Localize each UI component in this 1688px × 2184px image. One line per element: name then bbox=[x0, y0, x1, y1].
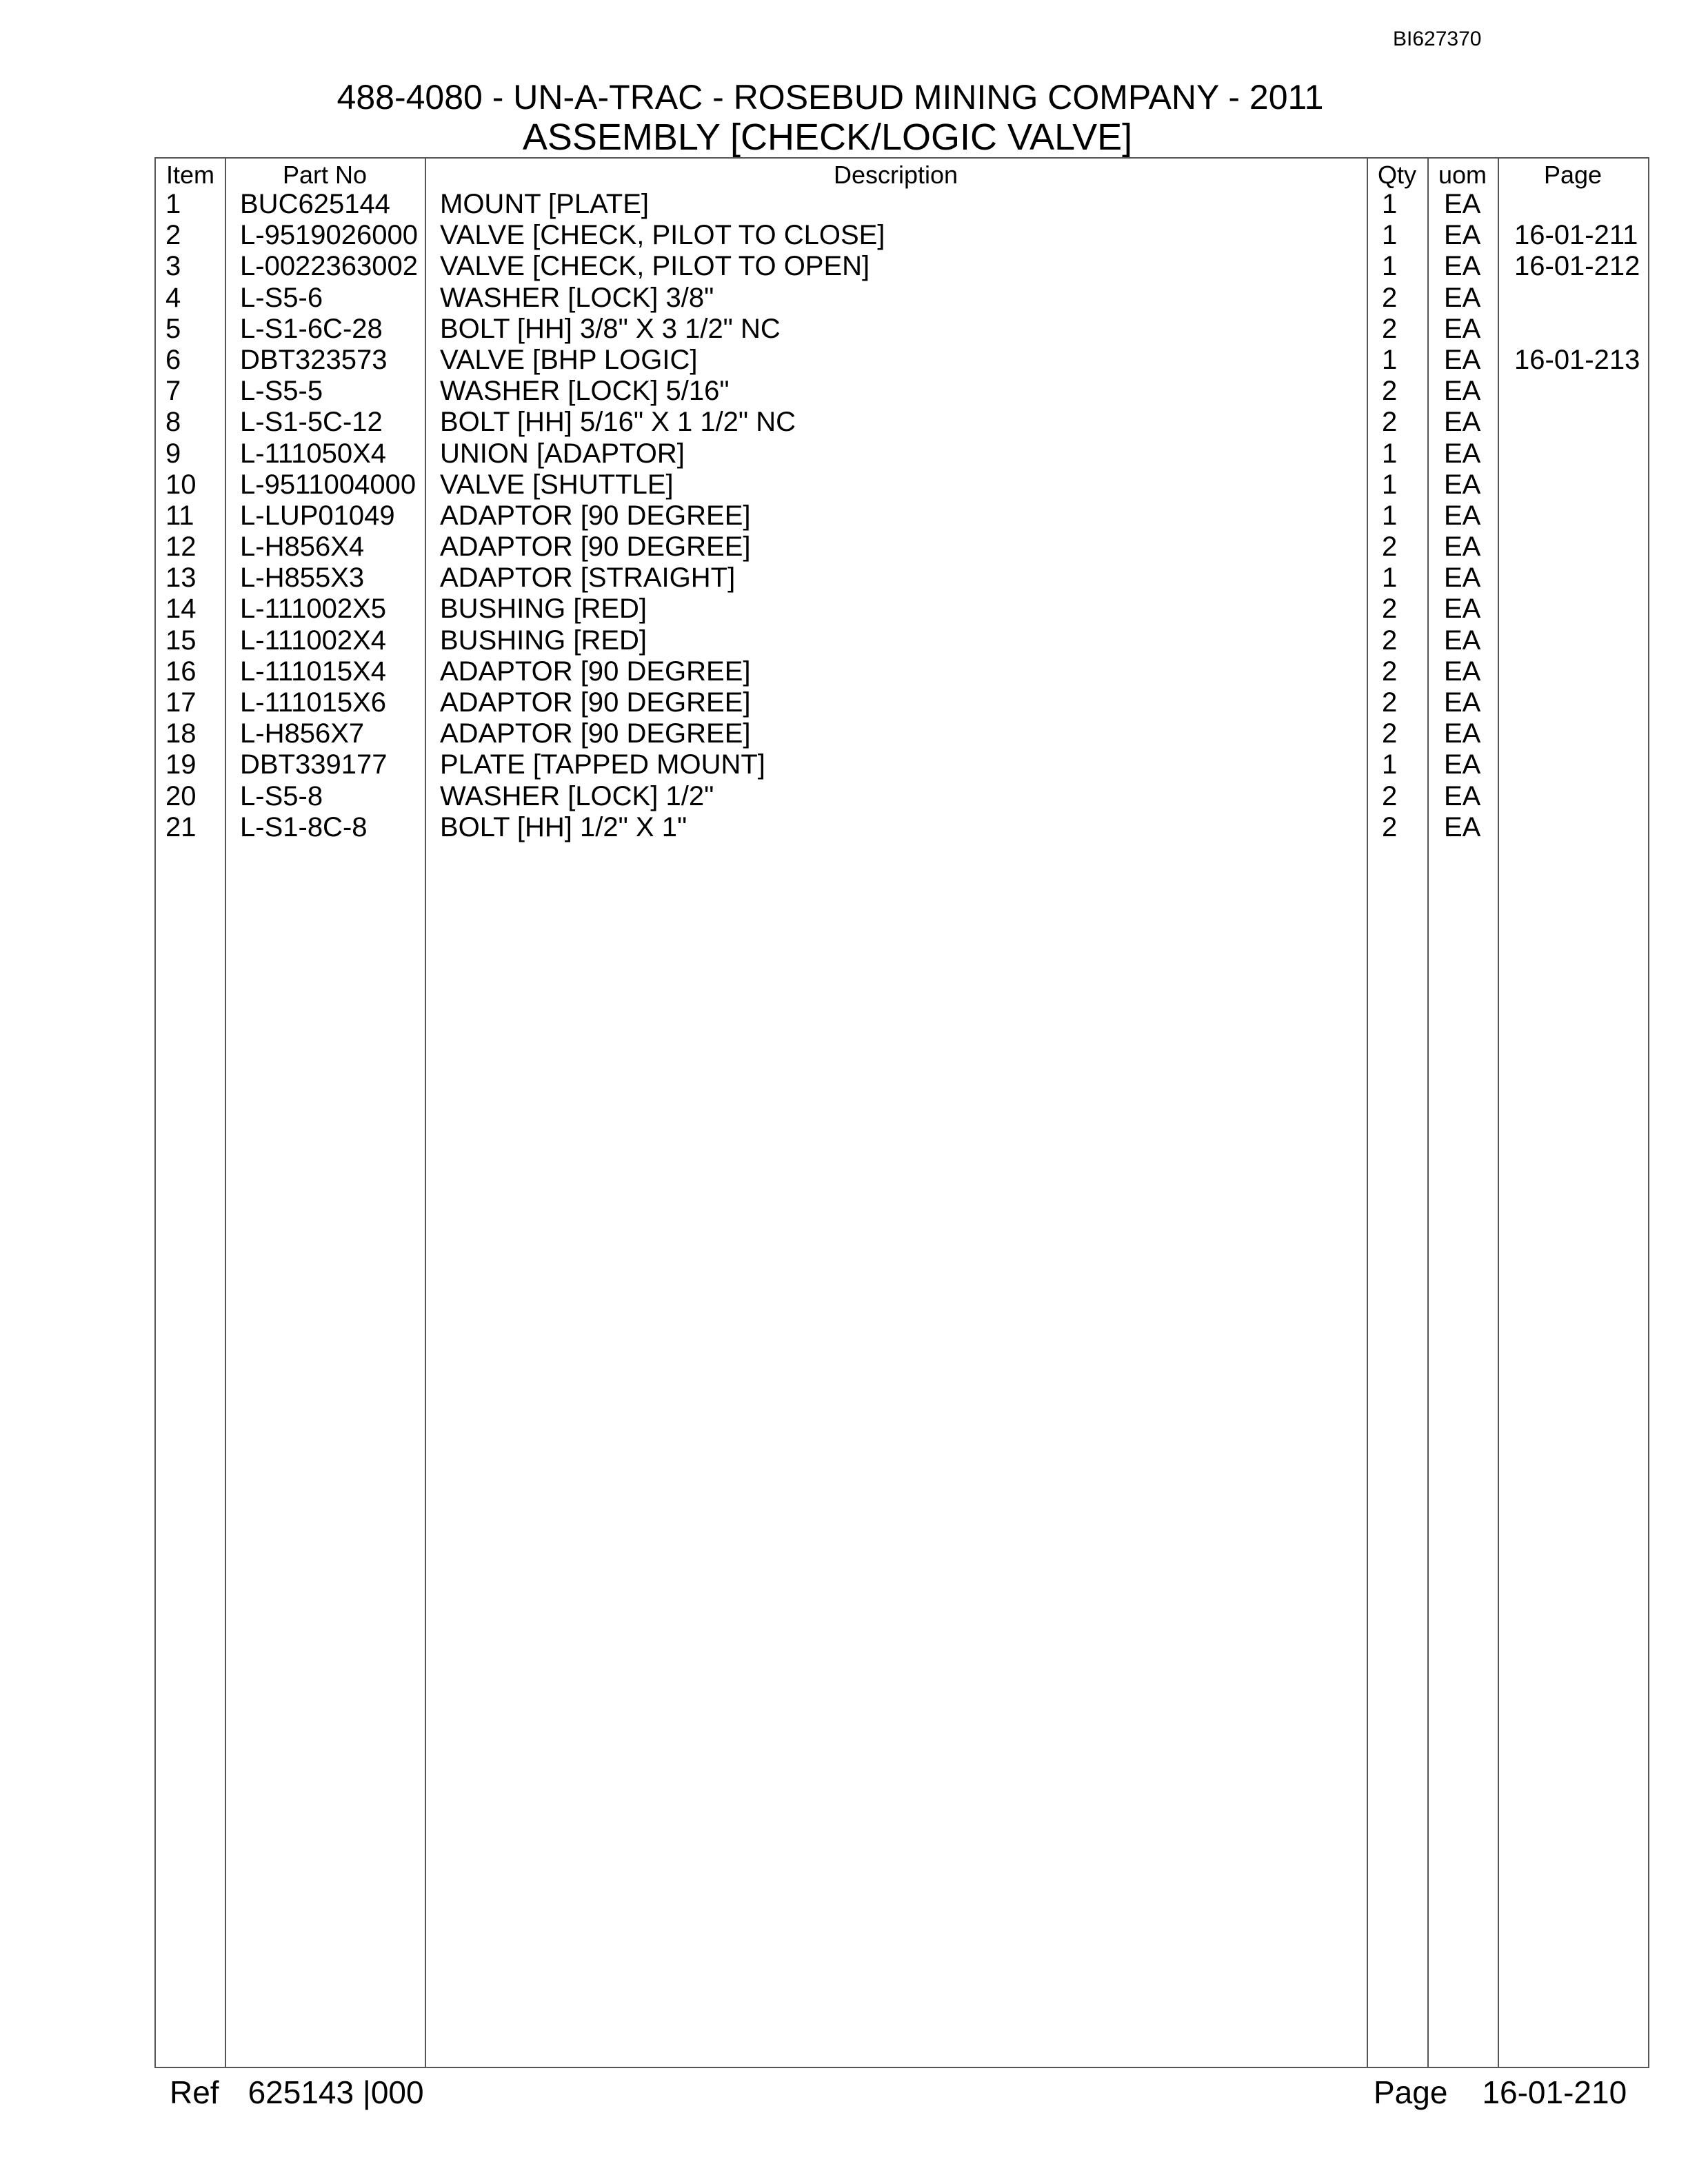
table-row bbox=[156, 189, 1648, 220]
cell-part-no: L-111050X4 bbox=[240, 438, 387, 469]
footer-page-number bbox=[1374, 2074, 1627, 2111]
table-row bbox=[156, 438, 1648, 469]
cell-qty: 2 bbox=[1382, 811, 1398, 842]
cell-description: WASHER [LOCK] 3/8" bbox=[440, 282, 714, 313]
cell-part-no: L-111015X6 bbox=[240, 687, 387, 718]
cell-uom: EA bbox=[1444, 811, 1481, 842]
cell-qty: 1 bbox=[1382, 189, 1398, 219]
cell-item: 4 bbox=[165, 282, 181, 313]
table-row bbox=[156, 345, 1648, 376]
cell-part-no: L-0022363002 bbox=[240, 251, 419, 282]
cell-part-no: L-S1-8C-8 bbox=[240, 811, 368, 842]
cell-page-ref: 16-01-212 bbox=[1514, 251, 1640, 282]
assembly-title: ASSEMBLY [CHECK/LOGIC VALVE] bbox=[522, 117, 1133, 158]
cell-item: 17 bbox=[165, 687, 197, 718]
cell-item: 12 bbox=[165, 532, 197, 563]
cell-item: 20 bbox=[165, 780, 197, 811]
cell-description: BUSHING [RED] bbox=[440, 625, 647, 656]
parts-table bbox=[154, 157, 1649, 2068]
cell-uom: EA bbox=[1444, 594, 1481, 625]
table-row bbox=[156, 501, 1648, 532]
cell-uom: EA bbox=[1444, 656, 1481, 687]
cell-part-no: DBT339177 bbox=[240, 749, 388, 780]
table-row bbox=[156, 251, 1648, 282]
cell-description: ADAPTOR [90 DEGREE] bbox=[440, 718, 751, 749]
footer-ref-value: 625143 |000 bbox=[248, 2074, 424, 2110]
cell-uom: EA bbox=[1444, 625, 1481, 656]
cell-part-no: L-111015X4 bbox=[240, 656, 387, 687]
cell-description: MOUNT [PLATE] bbox=[440, 189, 650, 219]
cell-uom: EA bbox=[1444, 532, 1481, 563]
table-body bbox=[156, 189, 1648, 843]
cell-description: BUSHING [RED] bbox=[440, 594, 647, 625]
cell-uom: EA bbox=[1444, 220, 1481, 251]
table-row bbox=[156, 781, 1648, 812]
cell-description: WASHER [LOCK] 1/2" bbox=[440, 780, 714, 811]
cell-item: 13 bbox=[165, 563, 197, 594]
cell-item: 16 bbox=[165, 656, 197, 687]
cell-description: VALVE [BHP LOGIC] bbox=[440, 344, 698, 375]
cell-part-no: L-S5-6 bbox=[240, 282, 323, 313]
cell-qty: 1 bbox=[1382, 749, 1398, 780]
header-description: Description bbox=[833, 161, 958, 189]
cell-uom: EA bbox=[1444, 749, 1481, 780]
table-row bbox=[156, 687, 1648, 718]
table-row bbox=[156, 812, 1648, 843]
cell-description: VALVE [CHECK, PILOT TO OPEN] bbox=[440, 251, 870, 282]
cell-uom: EA bbox=[1444, 500, 1481, 531]
cell-qty: 2 bbox=[1382, 780, 1398, 811]
table-row bbox=[156, 656, 1648, 687]
table-row bbox=[156, 407, 1648, 438]
cell-page-ref: 16-01-211 bbox=[1514, 220, 1638, 251]
table-row bbox=[156, 749, 1648, 780]
cell-item: 5 bbox=[165, 313, 181, 344]
cell-item: 18 bbox=[165, 718, 197, 749]
cell-uom: EA bbox=[1444, 438, 1481, 469]
header-page: Page bbox=[1543, 161, 1602, 189]
cell-qty: 2 bbox=[1382, 594, 1398, 625]
table-row bbox=[156, 314, 1648, 345]
cell-uom: EA bbox=[1444, 313, 1481, 344]
cell-description: ADAPTOR [90 DEGREE] bbox=[440, 656, 751, 687]
cell-item: 10 bbox=[165, 469, 197, 500]
cell-description: ADAPTOR [STRAIGHT] bbox=[440, 563, 736, 594]
table-row bbox=[156, 594, 1648, 625]
table-row bbox=[156, 469, 1648, 501]
cell-qty: 1 bbox=[1382, 563, 1398, 594]
footer-page-value: 16-01-210 bbox=[1482, 2074, 1627, 2110]
cell-qty: 1 bbox=[1382, 500, 1398, 531]
cell-qty: 1 bbox=[1382, 469, 1398, 500]
cell-qty: 2 bbox=[1382, 687, 1398, 718]
cell-item: 19 bbox=[165, 749, 197, 780]
cell-part-no: L-S1-6C-28 bbox=[240, 313, 383, 344]
cell-qty: 1 bbox=[1382, 220, 1398, 251]
cell-qty: 2 bbox=[1382, 625, 1398, 656]
cell-uom: EA bbox=[1444, 376, 1481, 407]
cell-part-no: L-H856X7 bbox=[240, 718, 365, 749]
cell-description: ADAPTOR [90 DEGREE] bbox=[440, 532, 751, 563]
cell-uom: EA bbox=[1444, 469, 1481, 500]
cell-item: 14 bbox=[165, 594, 197, 625]
cell-part-no: L-LUP01049 bbox=[240, 500, 395, 531]
cell-description: PLATE [TAPPED MOUNT] bbox=[440, 749, 765, 780]
cell-uom: EA bbox=[1444, 563, 1481, 594]
cell-qty: 1 bbox=[1382, 344, 1398, 375]
cell-part-no: L-9519026000 bbox=[240, 220, 419, 251]
footer-page-label: Page bbox=[1374, 2074, 1448, 2110]
cell-qty: 2 bbox=[1382, 407, 1398, 438]
cell-description: ADAPTOR [90 DEGREE] bbox=[440, 500, 751, 531]
header-qty: Qty bbox=[1377, 161, 1416, 189]
cell-uom: EA bbox=[1444, 687, 1481, 718]
cell-qty: 1 bbox=[1382, 438, 1398, 469]
cell-part-no: L-H856X4 bbox=[240, 532, 365, 563]
cell-qty: 2 bbox=[1382, 718, 1398, 749]
cell-description: UNION [ADAPTOR] bbox=[440, 438, 685, 469]
table-row bbox=[156, 376, 1648, 407]
cell-description: VALVE [SHUTTLE] bbox=[440, 469, 674, 500]
table-row bbox=[156, 718, 1648, 749]
cell-qty: 2 bbox=[1382, 532, 1398, 563]
table-row bbox=[156, 283, 1648, 314]
header-item: Item bbox=[165, 161, 214, 189]
cell-description: WASHER [LOCK] 5/16" bbox=[440, 376, 730, 407]
cell-item: 15 bbox=[165, 625, 197, 656]
cell-uom: EA bbox=[1444, 282, 1481, 313]
footer-ref-label: Ref bbox=[170, 2074, 219, 2110]
cell-qty: 2 bbox=[1382, 313, 1398, 344]
cell-description: BOLT [HH] 1/2" X 1" bbox=[440, 811, 687, 842]
table-row bbox=[156, 625, 1648, 656]
cell-uom: EA bbox=[1444, 189, 1481, 219]
cell-item: 7 bbox=[165, 376, 181, 407]
document-id: BI627370 bbox=[1393, 28, 1482, 50]
cell-qty: 2 bbox=[1382, 376, 1398, 407]
cell-description: BOLT [HH] 3/8" X 3 1/2" NC bbox=[440, 313, 781, 344]
cell-item: 1 bbox=[165, 189, 181, 219]
cell-item: 6 bbox=[165, 344, 181, 375]
cell-part-no: L-S5-5 bbox=[240, 376, 323, 407]
cell-part-no: L-111002X5 bbox=[240, 594, 387, 625]
cell-uom: EA bbox=[1444, 251, 1481, 282]
header-uom: uom bbox=[1438, 161, 1487, 189]
cell-description: ADAPTOR [90 DEGREE] bbox=[440, 687, 751, 718]
cell-description: BOLT [HH] 5/16" X 1 1/2" NC bbox=[440, 407, 796, 438]
cell-item: 8 bbox=[165, 407, 181, 438]
cell-item: 21 bbox=[165, 811, 197, 842]
cell-part-no: L-9511004000 bbox=[240, 469, 416, 500]
header-part-no: Part No bbox=[282, 161, 368, 189]
cell-item: 11 bbox=[165, 500, 194, 531]
document-title: 488-4080 - UN-A-TRAC - ROSEBUD MINING COMPANY - 2011 bbox=[336, 78, 1324, 117]
cell-qty: 2 bbox=[1382, 656, 1398, 687]
cell-qty: 2 bbox=[1382, 282, 1398, 313]
cell-page-ref: 16-01-213 bbox=[1514, 344, 1640, 375]
table-row bbox=[156, 220, 1648, 251]
cell-part-no: DBT323573 bbox=[240, 344, 388, 375]
cell-item: 2 bbox=[165, 220, 181, 251]
cell-qty: 1 bbox=[1382, 251, 1398, 282]
cell-uom: EA bbox=[1444, 344, 1481, 375]
table-row bbox=[156, 532, 1648, 563]
cell-part-no: L-S1-5C-12 bbox=[240, 407, 383, 438]
cell-item: 9 bbox=[165, 438, 181, 469]
cell-uom: EA bbox=[1444, 780, 1481, 811]
cell-uom: EA bbox=[1444, 718, 1481, 749]
cell-item: 3 bbox=[165, 251, 181, 282]
cell-part-no: BUC625144 bbox=[240, 189, 390, 219]
cell-description: VALVE [CHECK, PILOT TO CLOSE] bbox=[440, 220, 885, 251]
table-row bbox=[156, 563, 1648, 594]
cell-part-no: L-S5-8 bbox=[240, 780, 323, 811]
cell-part-no: L-111002X4 bbox=[240, 625, 387, 656]
cell-uom: EA bbox=[1444, 407, 1481, 438]
footer-reference bbox=[170, 2074, 424, 2111]
cell-part-no: L-H855X3 bbox=[240, 563, 365, 594]
